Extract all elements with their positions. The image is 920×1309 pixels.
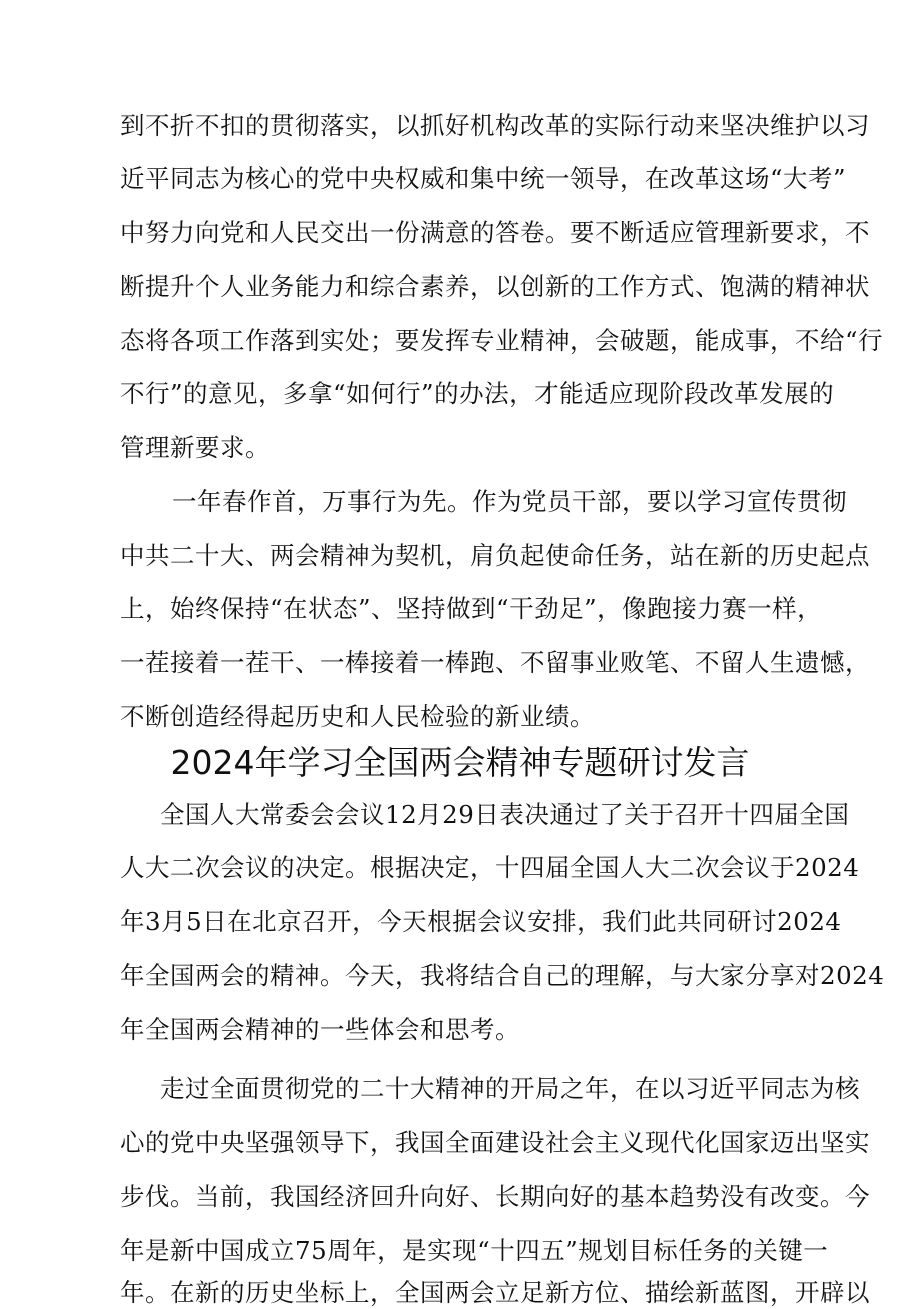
text-line: 步伐。当前，我国经济回升向好、长期向好的基本趋势没有改变。今 [120,1182,870,1211]
text-line: 中共二十大、两会精神为契机，肩负起使命任务，站在新的历史起点 [120,541,870,570]
text-line: 中努力向党和人民交出一份满意的答卷。要不断适应管理新要求，不 [120,218,870,247]
text-line: 一茬接着一茬干、一棒接着一棒跑、不留事业败笔、不留人生遗憾， [120,648,870,677]
text-line: 到不折不扣的贯彻落实，以抓好机构改革的实际行动来坚决维护以习 [120,111,870,140]
text-line: 断提升个人业务能力和综合素养，以创新的工作方式、饱满的精神状 [120,272,870,301]
text-line: 近平同志为核心的党中央权威和集中统一领导，在改革这场“大考” [120,164,847,193]
text-line: 人大二次会议的决定。根据决定，十四届全国人大二次会议于2024 [120,853,860,882]
text-line: 不行”的意见，多拿“如何行”的办法，才能适应现阶段改革发展的 [120,379,835,408]
text-line: 心的党中央坚强领导下，我国全面建设社会主义现代化国家迈出坚实 [120,1128,870,1157]
text-line: 全国人大常委会会议12月29日表决通过了关于召开十四届全国 [160,800,850,829]
text-line: 不断创造经得起历史和人民检验的新业绩。 [120,702,595,731]
text-line: 年全国两会精神的一些体会和思考。 [120,1015,520,1044]
text-line: 年3月5日在北京召开，今天根据会议安排，我们此共同研讨2024 [120,907,842,936]
section-title: 2024年学习全国两会精神专题研讨发言 [170,743,750,782]
text-line: 态将各项工作落到实处；要发挥专业精神，会破题，能成事，不给“行 [120,326,884,355]
text-line: 年全国两会的精神。今天，我将结合自己的理解，与大家分享对2024 [120,961,885,990]
text-line: 上，始终保持“在状态”、坚持做到“干劲足”，像跑接力赛一样， [120,594,823,623]
text-line: 年。在新的历史坐标上，全国两会立足新方位、描绘新蓝图，开辟以 [120,1278,870,1307]
text-line: 走过全面贯彻党的二十大精神的开局之年，在以习近平同志为核 [160,1074,860,1103]
text-line: 一年春作首，万事行为先。作为党员干部，要以学习宣传贯彻 [172,487,847,516]
text-line: 年是新中国成立75周年，是实现“十四五”规划目标任务的关键一 [120,1236,829,1265]
text-line: 管理新要求。 [120,433,270,462]
